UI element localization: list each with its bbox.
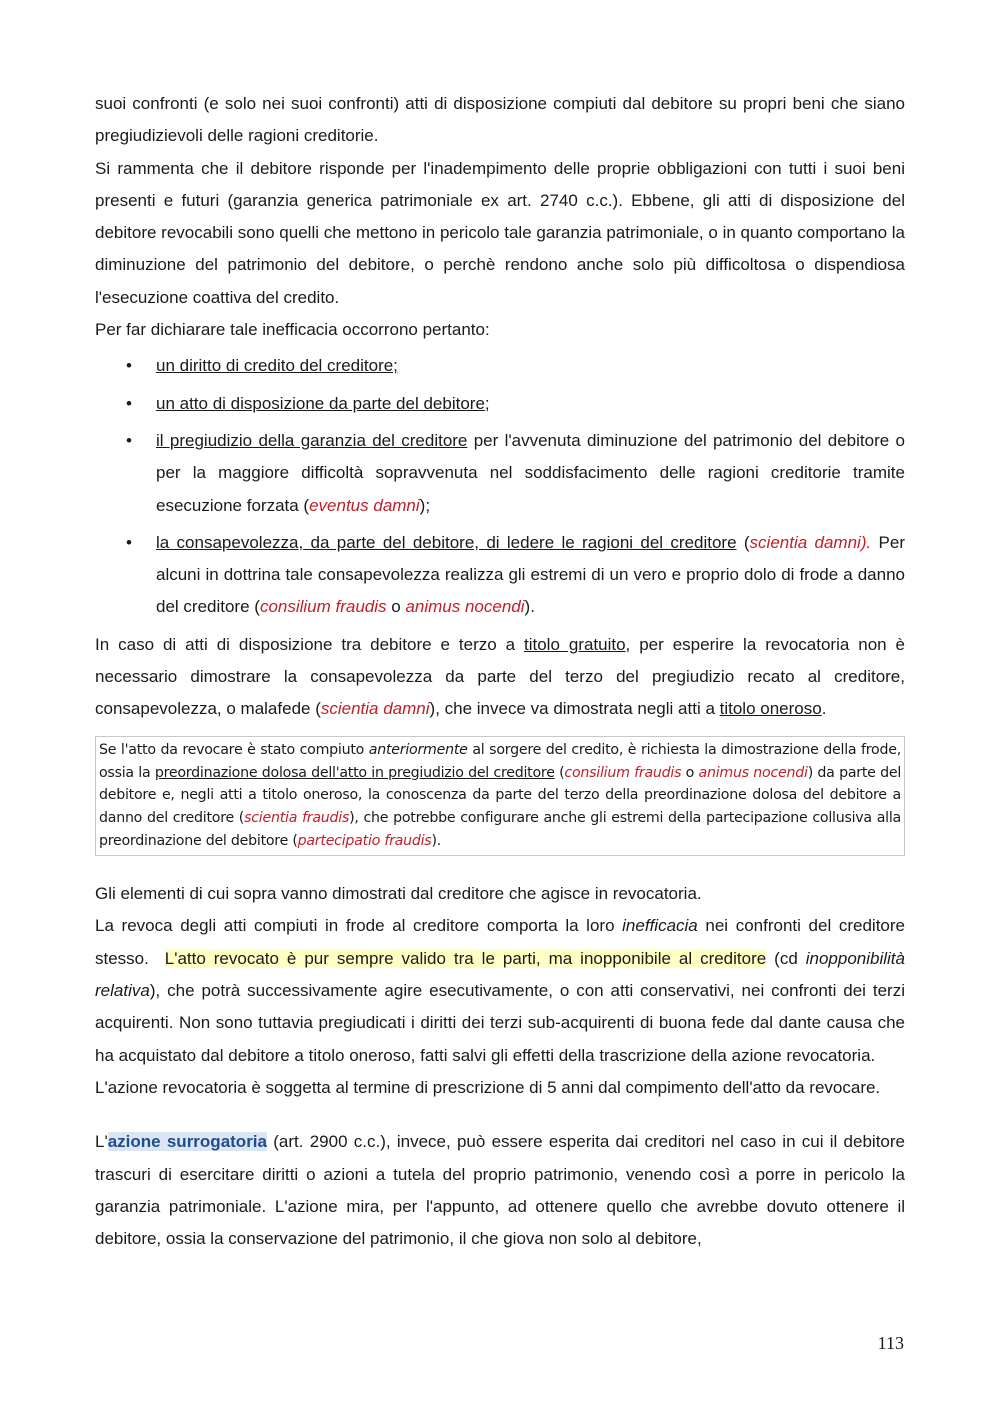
document-body	[95, 88, 910, 1255]
text-run: .	[821, 699, 827, 719]
paragraph-intro: suoi confronti (e solo nei suoi confronti) atti di disposizione compiuti dal debitore su propri beni che siano pregiudizievoli delle ragioni creditorie.	[95, 94, 905, 146]
highlighted-text: L'atto revocato è pur sempre valido tra le parti, ma inopponibile al creditore	[164, 948, 767, 968]
bullet-underlined-text: un diritto di credito del creditore;	[156, 356, 398, 376]
latin-term: eventus damni	[309, 495, 420, 515]
text-run: ) da parte del debitore e, negli atti a titolo oneroso, la conoscenza da parte del terzo della preordinazione dolosa del debitore a danno del creditore (	[99, 764, 902, 827]
text-run: ), che invece va dimostrata negli atti a	[429, 699, 720, 719]
paragraph-onere-prova: Gli elementi di cui sopra vanno dimostrati dal creditore che agisce in revocatoria.	[95, 884, 702, 904]
requirements-list	[95, 350, 905, 623]
paragraph-requisiti-intro: Per far dichiarare tale inefficacia occorrono pertanto:	[95, 320, 490, 340]
text-run: (	[554, 764, 565, 781]
paragraph-garanzia: Si rammenta che il debitore risponde per l'inadempimento delle proprie obbligazioni con tutti i suoi beni presenti e futuri (garanzia generica patrimoniale ex art. 2740 c.c.). Ebbene, gli atti di disposizione del debitore revocabili sono quelli che mettono in pericolo tale garanzia patrimoniale, o in quanto comportano la diminuzione del patrimonio del debitore, o perchè rendono anche solo più difficoltosa o dispendiosa l'esecuzione coattiva del credito.	[95, 158, 905, 307]
latin-term: partecipatio fraudis	[297, 833, 432, 850]
paragraph-titolo-gratuito	[95, 629, 905, 726]
latin-term: consilium fraudis	[564, 764, 682, 781]
latin-term: animus nocendi	[698, 764, 808, 781]
bullet-underlined-text: un atto di disposizione da parte del debitore	[156, 393, 485, 413]
bullet-text: (	[736, 532, 750, 552]
list-item	[95, 527, 905, 624]
text-run: (cd	[766, 948, 806, 968]
underlined-term: preordinazione dolosa dell'atto in pregiudizio del creditore	[154, 764, 555, 781]
latin-term: scientia damni	[320, 699, 430, 719]
list-item	[95, 425, 905, 522]
text-run: In caso di atti di disposizione tra debitore e terzo a	[95, 634, 524, 654]
text-run: L'	[95, 1132, 108, 1152]
bullet-underlined-text: la consapevolezza, da parte del debitore, di ledere le ragioni del creditore	[156, 532, 737, 552]
list-item	[95, 388, 905, 420]
list-item	[95, 350, 905, 382]
latin-term: scientia fraudis	[244, 810, 350, 827]
latin-term: animus nocendi	[405, 597, 525, 617]
text-run: o	[681, 764, 699, 781]
bullet-text: );	[419, 495, 431, 515]
italic-term: anteriormente	[368, 741, 468, 758]
paragraph-spacer	[95, 1104, 905, 1126]
underlined-term: titolo oneroso	[719, 699, 822, 719]
bullet-text: o	[386, 597, 406, 617]
paragraph-prescrizione: L'azione revocatoria è soggetta al termine di prescrizione di 5 anni dal compimento dell'atto da revocare.	[95, 1077, 881, 1097]
latin-term: consilium fraudis	[259, 597, 387, 617]
paragraph-effetti-revoca	[95, 910, 910, 1071]
highlighted-term: azione surrogatoria	[107, 1132, 267, 1152]
text-run: (art. 2900 c.c.), invece, può essere esperita dai creditori nel caso in cui il debitore trascuri di esercitare diritti o azioni a tutela del proprio patrimonio, venendo così a porre in pericolo la garanzia patrimoniale. L'azione mira, per l'appunto, ad ottenere quello che avrebbe dovuto ottenere il debitore, ossia la conservazione del patrimonio, il che giova non solo al debitore,	[95, 1132, 905, 1249]
text-run: La revoca degli atti compiuti in frode al creditore comporta la loro	[95, 916, 623, 936]
bullet-underlined-text: il pregiudizio della garanzia del creditore	[156, 430, 468, 450]
text-run: Se l'atto da revocare è stato compiuto	[99, 741, 369, 758]
note-box	[95, 736, 905, 857]
text-run: ).	[431, 833, 441, 850]
text-run: , per esperire la revocatoria non è necessario dimostrare la consapevolezza da parte del terzo del pregiudizio recato al creditore, consapevolezza, o malafede (	[95, 634, 905, 719]
text-run: al sorgere del credito, è richiesta la dimostrazione della frode, ossia la	[99, 741, 901, 781]
page-number: 113	[877, 1333, 904, 1353]
paragraph-surrogatoria	[95, 1126, 905, 1255]
bullet-text: per l'avvenuta diminuzione del patrimonio del debitore o per la maggiore difficoltà sopravvenuta nel soddisfacimento delle ragioni creditorie tramite esecuzione forzata (	[156, 430, 905, 515]
text-run: ), che potrà successivamente agire esecutivamente, o con atti conservativi, nei confronti dei terzi acquirenti. Non sono tuttavia pregiudicati i diritti dei terzi sub-acquirenti di buona fede dal dante causa che ha acquistato dal debitore a titolo oneroso, fatti salvi gli effetti della trascrizione della azione revocatoria.	[95, 981, 905, 1065]
bullet-text: ;	[484, 393, 490, 413]
bullet-text: Per alcuni in dottrina tale consapevolezza realizza gli estremi di un vero e proprio dolo di frode a danno del creditore (	[156, 532, 905, 617]
italic-term: inefficacia	[622, 916, 698, 936]
text-run: nei confronti del creditore stesso.	[95, 916, 910, 968]
italic-term: inopponibilità relativa	[95, 948, 905, 1001]
text-run: ), che potrebbe configurare anche gli estremi della partecipazione collusiva alla preordinazione del debitore (	[99, 810, 901, 850]
underlined-term: titolo gratuito	[524, 634, 626, 654]
latin-term: scientia damni).	[749, 532, 872, 552]
bullet-text: ).	[524, 597, 535, 617]
